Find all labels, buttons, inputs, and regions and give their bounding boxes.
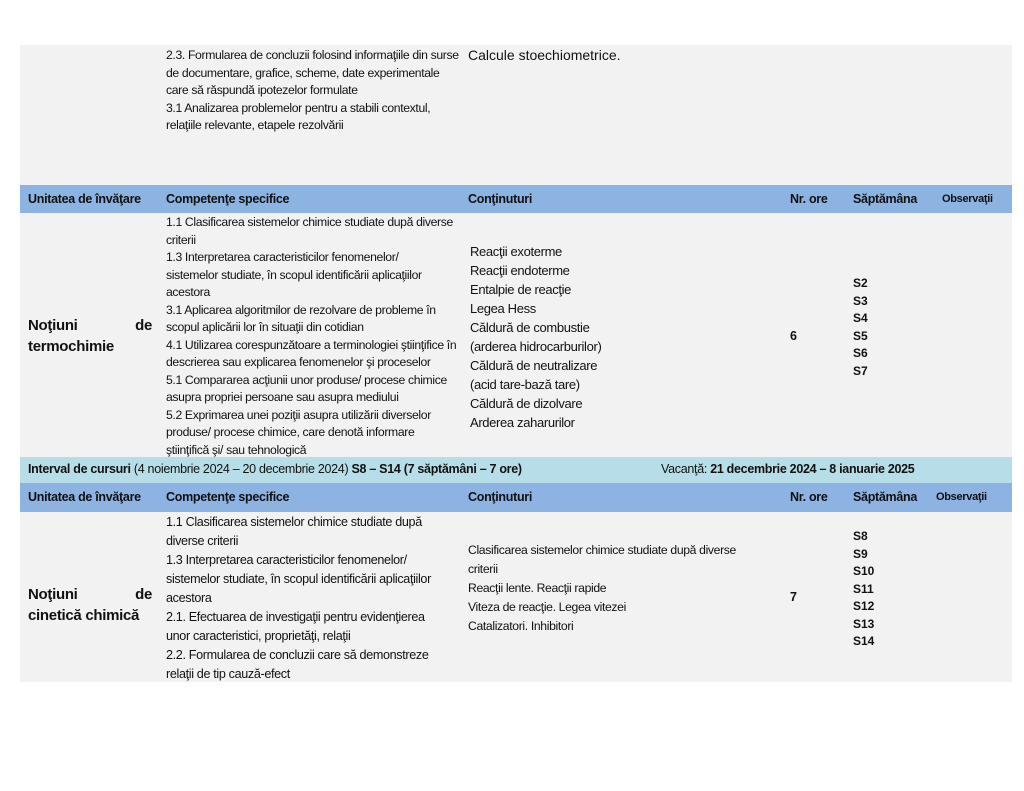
- text-line: Căldură de combustie: [470, 320, 590, 335]
- text-line: relaţii de tip cauză-efect: [166, 667, 290, 681]
- text-line: 2.1. Efectuarea de investigaţii pentru evidenţierea: [166, 610, 425, 624]
- header-ore: Nr. ore: [790, 192, 828, 206]
- text-line: descrierea sau explicarea fenomenelor şi proceselor: [166, 355, 431, 369]
- table-row-termochimie: [20, 213, 1012, 457]
- text-line: S5: [853, 328, 868, 343]
- text-line: Legea Hess: [470, 301, 536, 316]
- competente-cell: [166, 214, 462, 459]
- text-line: 2.2. Formularea de concluzii care să demonstreze: [166, 648, 429, 662]
- text-line: (arderea hidrocarburilor): [470, 339, 602, 354]
- header-saptamana: Săptămâna: [853, 192, 917, 206]
- text-line: S12: [853, 599, 875, 613]
- continuturi-cell: [470, 242, 601, 432]
- text-line: Reacţii exoterme: [470, 244, 562, 259]
- text-line: ştiinţifică şi/ sau tehnologică: [166, 442, 307, 457]
- text-line: Noţiuni de: [28, 317, 152, 334]
- text-line: Calcule stoechiometrice.: [468, 47, 621, 63]
- table-row-cinetica: [20, 512, 1012, 682]
- text-line: 1.1 Clasificarea sistemelor chimice studiate după: [166, 515, 422, 529]
- text-line: 3.1 Analizarea problemelor pentru a stabili contextul,: [166, 100, 431, 115]
- saptamana-cell: [853, 275, 868, 380]
- header-unit: Unitatea de învăţare: [28, 490, 141, 504]
- competente-cell: [166, 47, 462, 135]
- text-line: criterii: [166, 232, 196, 247]
- text-line: S8: [853, 529, 868, 543]
- unit-cell: [28, 584, 152, 626]
- continuturi-cell: [468, 541, 736, 636]
- ore-cell: 7: [790, 590, 797, 604]
- header-unit: Unitatea de învăţare: [28, 192, 141, 206]
- header-continuturi: Conţinuturi: [468, 192, 533, 206]
- competente-cell: [166, 513, 462, 684]
- text-line: 4.1 Utilizarea corespunzătoare a terminologiei ştiinţifice în: [166, 337, 457, 352]
- text-line: Catalizatori. Inhibitori: [468, 619, 574, 633]
- unit-cell: [28, 315, 152, 357]
- text-line: cinetică chimică: [28, 607, 140, 624]
- text-line: Reacţii endoterme: [470, 263, 570, 278]
- text-line: criterii: [468, 562, 498, 576]
- text-line: Noţiuni de: [28, 586, 152, 603]
- text-line: diverse criterii: [166, 534, 239, 548]
- text-line: termochimie: [28, 338, 114, 355]
- header-ore: Nr. ore: [790, 490, 828, 504]
- text-line: unor caracteristici, proprietăţi, relaţii: [166, 629, 351, 643]
- text-line: Entalpie de reacţie: [470, 282, 572, 297]
- text-line: S3: [853, 293, 868, 308]
- text-line: S9: [853, 546, 868, 561]
- text-line: acestora: [166, 591, 212, 605]
- table-row-continuation: [20, 45, 1012, 185]
- header-observatii: Observaţii: [942, 193, 993, 205]
- text-line: 1.3 Interpretarea caracteristicilor fenomenelor/: [166, 250, 399, 264]
- text-line: Clasificarea sistemelor chimice studiate după diverse: [468, 543, 736, 557]
- text-line: S14: [853, 634, 875, 648]
- header-competente: Competenţe specifice: [166, 490, 290, 504]
- text-line: S7: [853, 363, 868, 378]
- header-observatii: Observaţii: [936, 491, 987, 503]
- text-line: 5.2 Exprimarea unei poziţii asupra utilizării diverselor: [166, 407, 431, 422]
- interval-row: [20, 457, 1012, 483]
- text-line: S10: [853, 564, 875, 578]
- text-line: 2.3. Formularea de concluzii folosind informaţiile din surse: [166, 48, 459, 62]
- vacation-text: Vacanţă: 21 decembrie 2024 – 8 ianuarie 2025: [661, 462, 915, 476]
- text-line: S2: [853, 276, 868, 290]
- text-line: Căldură de dizolvare: [470, 396, 583, 411]
- text-line: 1.1 Clasificarea sistemelor chimice studiate după diverse: [166, 215, 453, 229]
- text-line: S6: [853, 346, 868, 360]
- text-line: relaţiile relevante, etapele rezolvării: [166, 118, 344, 132]
- text-line: care să răspundă ipotezelor formulate: [166, 83, 358, 97]
- text-line: Căldură de neutralizare: [470, 358, 598, 373]
- ore-cell: 6: [790, 329, 797, 343]
- saptamana-cell: [853, 528, 874, 651]
- text-line: S4: [853, 311, 868, 325]
- header-saptamana: Săptămâna: [853, 490, 917, 504]
- text-line: Viteza de reacţie. Legea vitezei: [468, 600, 626, 614]
- text-line: S13: [853, 616, 875, 631]
- table-header: [20, 185, 1012, 213]
- text-line: S11: [853, 581, 874, 596]
- text-line: scopul aplicării lor în situaţii din cotidian: [166, 320, 364, 334]
- text-line: Reacţii lente. Reacţii rapide: [468, 581, 607, 595]
- header-continuturi: Conţinuturi: [468, 490, 533, 504]
- text-line: 5.1 Compararea acţiunii unor produse/ procese chimice: [166, 372, 447, 387]
- header-competente: Competenţe specifice: [166, 192, 290, 206]
- text-line: (acid tare-bază tare): [470, 377, 580, 392]
- continuturi-cell: [468, 47, 621, 65]
- text-line: sistemelor studiate, în scopul identificării aplicaţiilor: [166, 267, 422, 282]
- text-line: Arderea zaharurilor: [470, 415, 575, 430]
- text-line: de documentare, grafice, scheme, date experimentale: [166, 65, 440, 80]
- interval-text: Interval de cursuri (4 noiembrie 2024 – 20 decembrie 2024) S8 – S14 (7 săptămâni – 7 ore): [28, 462, 522, 476]
- text-line: produse/ procese chimice, care denotă informare: [166, 425, 415, 439]
- table-header: [20, 483, 1012, 512]
- text-line: 1.3 Interpretarea caracteristicilor fenomenelor/: [166, 553, 407, 567]
- text-line: sistemelor studiate, în scopul identificării aplicaţiilor: [166, 572, 431, 586]
- text-line: asupra propriei persoane sau asupra mediului: [166, 390, 399, 404]
- text-line: acestora: [166, 285, 210, 299]
- text-line: 3.1 Aplicarea algoritmilor de rezolvare de probleme în: [166, 302, 436, 317]
